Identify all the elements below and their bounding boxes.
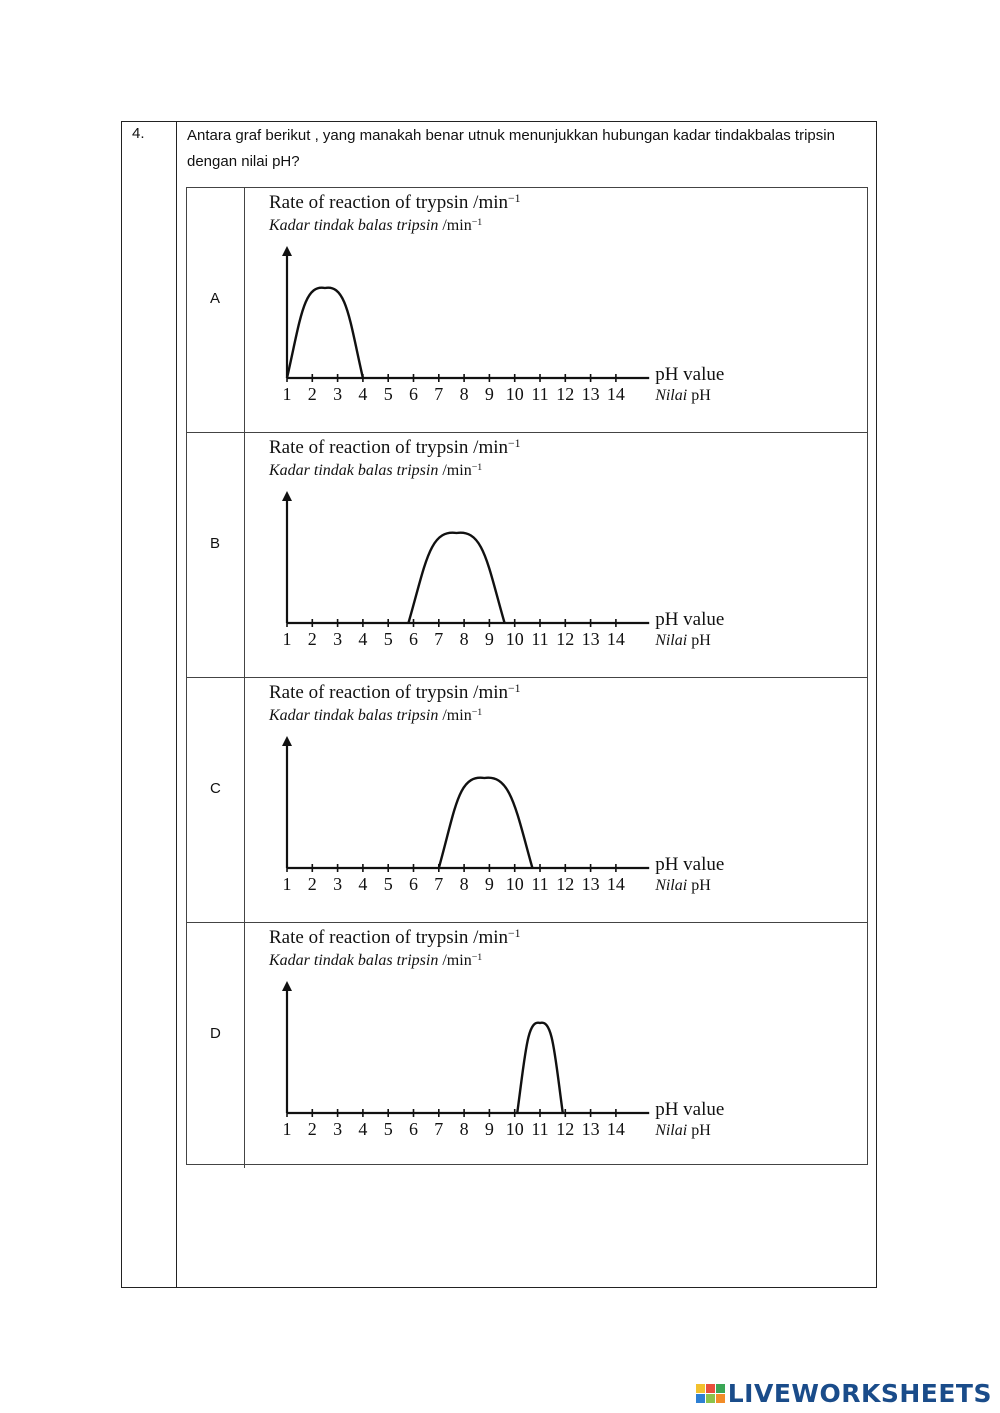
x-tick-label: 10 [505, 384, 524, 404]
x-tick-label: 9 [484, 629, 494, 649]
x-axis-title: pH value [655, 609, 725, 630]
x-axis-title: pH value [655, 854, 725, 875]
y-axis-arrow-icon [282, 491, 292, 501]
y-axis-arrow-icon [282, 246, 292, 256]
x-tick-label: 9 [484, 874, 494, 894]
logo-blocks-icon [696, 1384, 725, 1403]
x-tick-label: 7 [434, 1119, 444, 1139]
x-tick-label: 2 [307, 1119, 317, 1139]
x-tick-label: 1 [282, 384, 292, 404]
x-tick-label: 13 [581, 874, 600, 894]
x-tick-label: 1 [282, 874, 292, 894]
x-tick-label: 14 [606, 629, 625, 649]
x-tick-label: 11 [531, 629, 549, 649]
y-axis-title-ms: Kadar tindak balas tripsin $/\min^{-1}$ [269, 461, 483, 479]
x-axis-title-ms: Nilai pH [655, 632, 711, 649]
graph-b [253, 433, 753, 677]
y-axis-title-ms: Kadar tindak balas tripsin $/\min^{-1}$ [269, 706, 483, 724]
y-axis-title-ms: Kadar tindak balas tripsin $/\min^{-1}$ [269, 951, 483, 969]
x-tick-label: 11 [531, 1119, 549, 1139]
x-tick-label: 5 [383, 1119, 393, 1139]
rate-curve [439, 778, 533, 868]
x-axis-title: pH value [655, 364, 725, 385]
x-axis-title-ms: Nilai pH [655, 877, 711, 894]
y-axis-title-ms: Kadar tindak balas tripsin $/\min^{-1}$ [269, 216, 483, 234]
x-tick-label: 4 [358, 629, 368, 649]
y-axis-title: Rate of reaction of trypsin $/\min^{-1}$ [269, 681, 521, 703]
option-letter: C [187, 678, 245, 922]
x-tick-label: 5 [383, 384, 393, 404]
x-tick-label: 9 [484, 1119, 494, 1139]
x-axis-title-ms: Nilai pH [655, 387, 711, 404]
x-tick-label: 1 [282, 629, 292, 649]
graph-c [253, 678, 753, 922]
x-tick-label: 4 [358, 874, 368, 894]
x-tick-label: 11 [531, 874, 549, 894]
x-tick-label: 5 [383, 874, 393, 894]
x-tick-label: 6 [409, 629, 418, 649]
x-tick-label: 1 [282, 1119, 292, 1139]
graph-d [253, 923, 753, 1167]
option-row-a[interactable] [187, 188, 867, 433]
x-tick-label: 6 [409, 1119, 418, 1139]
rate-curve [287, 288, 363, 378]
rate-curve [408, 533, 504, 623]
x-tick-label: 7 [434, 384, 444, 404]
option-row-d[interactable] [187, 923, 867, 1168]
graph-a [253, 188, 753, 432]
question-number: 4. [132, 125, 145, 142]
y-axis-title: Rate of reaction of trypsin $/\min^{-1}$ [269, 926, 521, 948]
options-table [186, 187, 868, 1165]
x-tick-label: 4 [358, 1119, 368, 1139]
x-tick-label: 10 [505, 874, 524, 894]
option-row-b[interactable] [187, 433, 867, 678]
x-tick-label: 11 [531, 384, 549, 404]
number-column [122, 122, 177, 1287]
option-letter: D [187, 923, 245, 1168]
x-tick-label: 3 [333, 629, 343, 649]
x-tick-label: 10 [505, 629, 524, 649]
x-tick-label: 12 [556, 874, 575, 894]
x-tick-label: 13 [581, 1119, 600, 1139]
x-tick-label: 10 [505, 1119, 524, 1139]
x-tick-label: 3 [333, 874, 343, 894]
x-tick-label: 14 [606, 1119, 625, 1139]
x-tick-label: 7 [434, 874, 444, 894]
x-tick-label: 8 [459, 1119, 469, 1139]
y-axis-title: Rate of reaction of trypsin $/\min^{-1}$ [269, 436, 521, 458]
x-tick-label: 13 [581, 384, 600, 404]
x-tick-label: 8 [459, 874, 469, 894]
x-tick-label: 4 [358, 384, 368, 404]
x-tick-label: 12 [556, 629, 575, 649]
x-tick-label: 3 [333, 384, 343, 404]
rate-curve [517, 1023, 563, 1113]
y-axis-title: Rate of reaction of trypsin $/\min^{-1}$ [269, 191, 521, 213]
y-axis-arrow-icon [282, 736, 292, 746]
question-text: Antara graf berikut , yang manakah benar utnuk menunjukkan hubungan kadar tindakbalas tripsin dengan nilai pH? [187, 127, 835, 170]
x-tick-label: 9 [484, 384, 494, 404]
x-axis-title: pH value [655, 1099, 725, 1120]
x-tick-label: 5 [383, 629, 393, 649]
liveworksheets-logo [696, 1378, 992, 1408]
x-tick-label: 12 [556, 384, 575, 404]
x-tick-label: 13 [581, 629, 600, 649]
x-tick-label: 14 [606, 874, 625, 894]
x-tick-label: 12 [556, 1119, 575, 1139]
x-tick-label: 2 [307, 629, 317, 649]
x-tick-label: 6 [409, 384, 418, 404]
x-tick-label: 3 [333, 1119, 343, 1139]
x-tick-label: 7 [434, 629, 444, 649]
x-tick-label: 14 [606, 384, 625, 404]
x-tick-label: 8 [459, 629, 469, 649]
x-tick-label: 2 [307, 384, 317, 404]
y-axis-arrow-icon [282, 981, 292, 991]
option-letter: B [187, 433, 245, 677]
x-tick-label: 6 [409, 874, 418, 894]
x-tick-label: 8 [459, 384, 469, 404]
option-letter: A [187, 188, 245, 432]
x-axis-title-ms: Nilai pH [655, 1122, 711, 1139]
logo-text: LIVEWORKSHEETS [727, 1378, 992, 1408]
x-tick-label: 2 [307, 874, 317, 894]
option-row-c[interactable] [187, 678, 867, 923]
